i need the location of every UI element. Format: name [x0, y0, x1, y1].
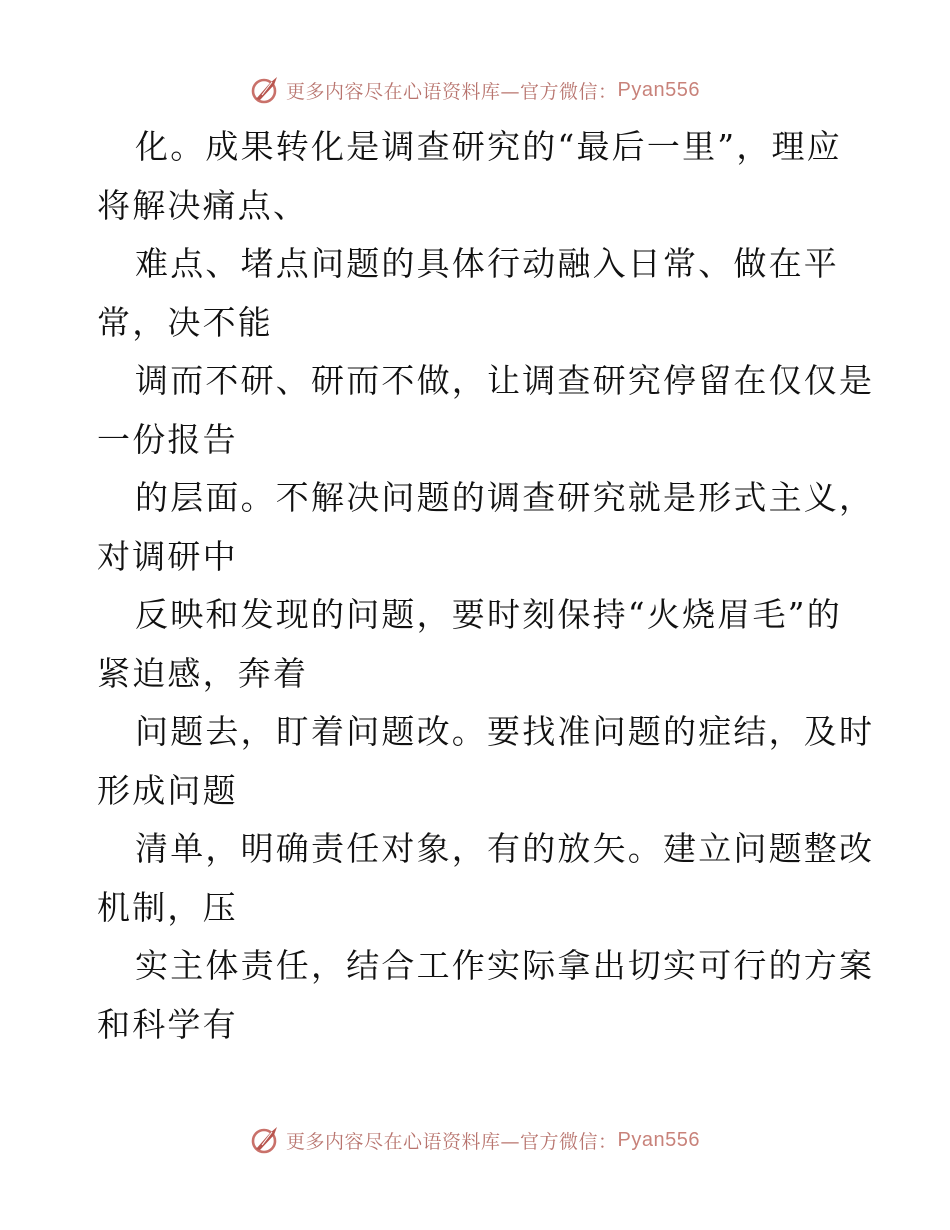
header-watermark [0, 70, 950, 110]
watermark-text [286, 1127, 700, 1154]
body-line: 反映和发现的问题，要时刻保持“火烧眉毛”的 [135, 595, 842, 634]
body-line: 机制，压 [97, 887, 238, 927]
body-line: 和科学有 [97, 1004, 238, 1044]
body-line: 将解决痛点、 [97, 185, 309, 225]
body-line: 对调研中 [97, 536, 238, 576]
body-line: 难点、堵点问题的具体行动融入日常、做在平 [135, 244, 839, 283]
document-body [97, 118, 875, 1054]
body-line: 调而不研、研而不做，让调查研究停留在仅仅是 [135, 361, 875, 400]
body-line: 紧迫感，奔着 [97, 653, 309, 693]
watermark-text [286, 77, 700, 104]
watermark-wechat-id: Pyan556 [617, 1128, 700, 1151]
watermark-label: 更多内容尽在心语资料库—官方微信： [286, 80, 618, 103]
body-line: 的层面。不解决问题的调查研究就是形式主义， [135, 478, 875, 517]
body-line: 问题去，盯着问题改。要找准问题的症结，及时 [135, 712, 875, 751]
watermark-wechat-id: Pyan556 [617, 78, 700, 101]
quill-logo-icon [250, 75, 280, 105]
body-line: 实主体责任，结合工作实际拿出切实可行的方案 [135, 946, 875, 985]
body-line: 清单，明确责任对象，有的放矢。建立问题整改 [135, 829, 875, 868]
body-line: 形成问题 [97, 770, 238, 810]
body-line: 化。成果转化是调查研究的“最后一里”，理应 [135, 127, 842, 166]
footer-watermark [0, 1120, 950, 1160]
body-line: 常，决不能 [97, 302, 273, 342]
quill-logo-icon [250, 1125, 280, 1155]
body-line: 一份报告 [97, 419, 238, 459]
watermark-label: 更多内容尽在心语资料库—官方微信： [286, 1130, 618, 1153]
